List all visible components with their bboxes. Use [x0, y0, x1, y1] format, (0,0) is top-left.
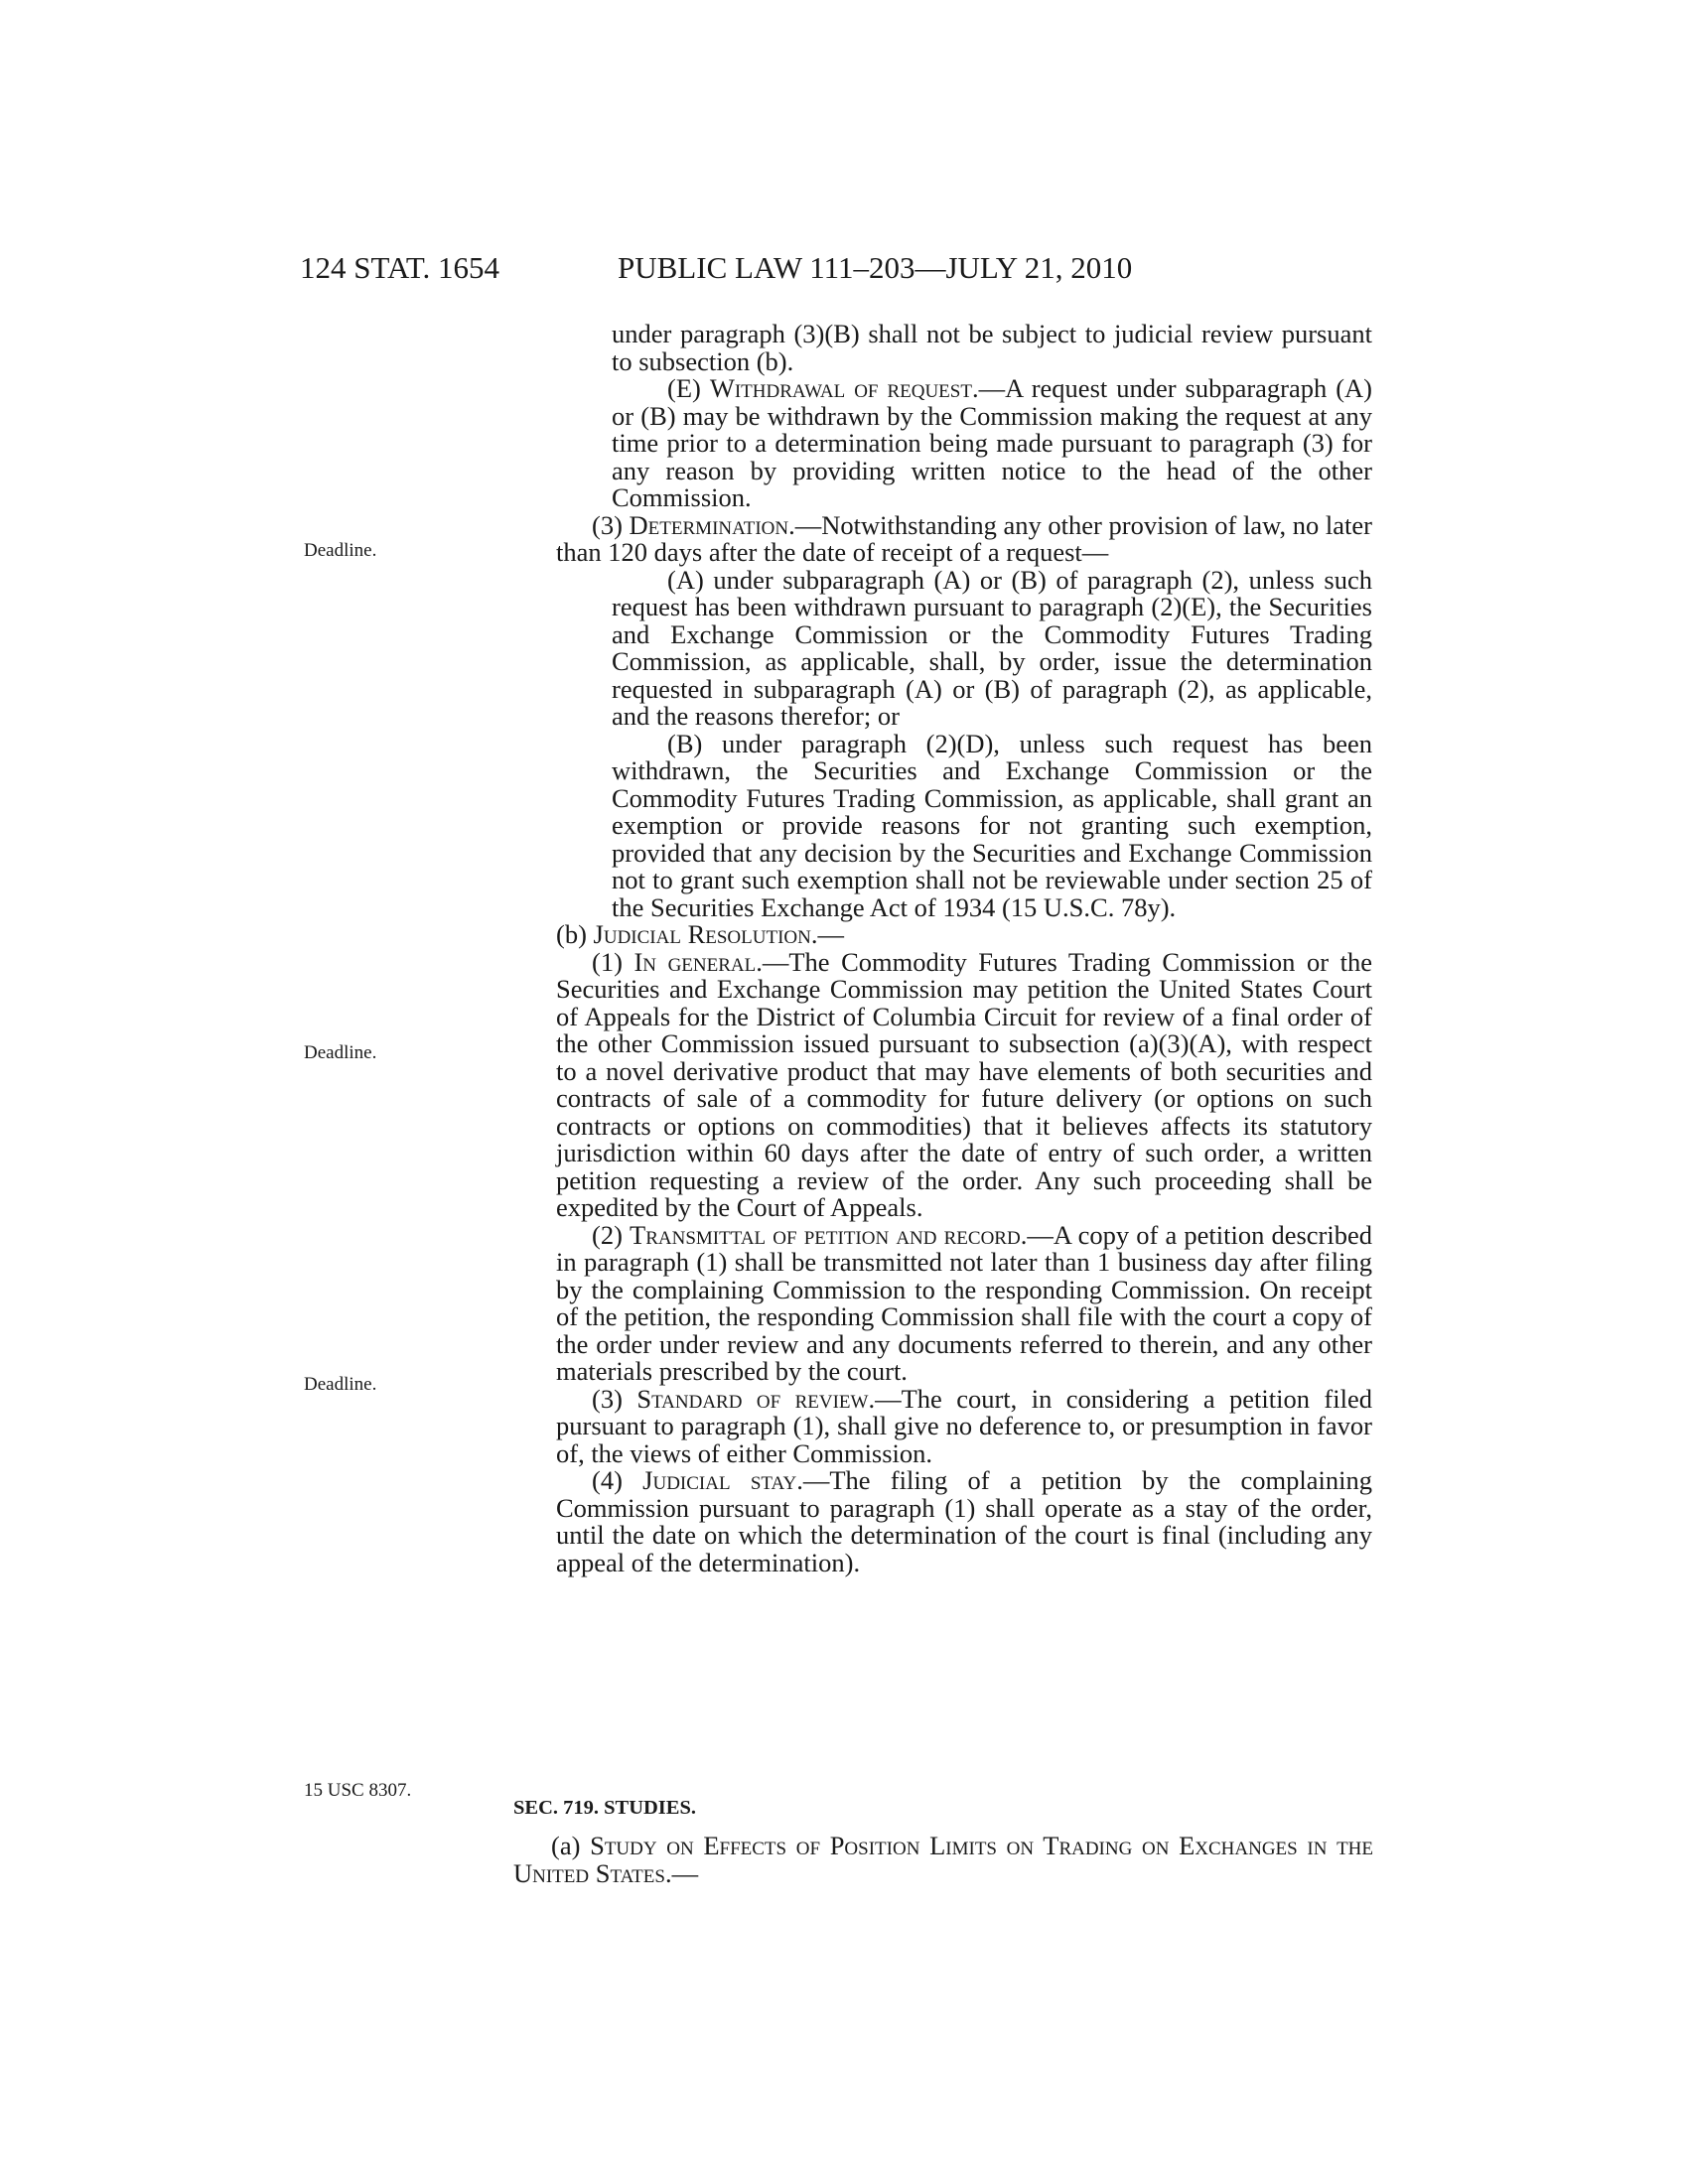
para-text: .—A copy of a petition described in paragraph (1) shall be transmitted not later than 1 business day after filing by the complaining Commission to the responding Commission. On receipt of the petition, the responding Commission shall file with the court a copy of the order under review and any documents referred to therein, and any other materials prescribed by the court. [556, 1219, 1372, 1386]
margin-note-deadline: Deadline. [304, 540, 377, 561]
para-label: (a) [551, 1831, 591, 1860]
para-label: (3) [592, 1383, 637, 1414]
para-text: .—The court, in considering a petition filed pursuant to paragraph (1), shall give no deference to, or presumption in favor of, the views of either Commission. [556, 1383, 1372, 1468]
para-label: (E) [667, 373, 710, 403]
para-heading: Standard of review [636, 1383, 869, 1414]
para-label: (3) [592, 509, 630, 540]
paragraph-withdrawal-of-request [556, 375, 1372, 512]
para-text: .—A request under subparagraph (A) or (B) may be withdrawn by the Commission making the request at any time prior to a determination being made pursuant to paragraph (3) for any reason by providing written notice to the head of the other Commission. [612, 373, 1373, 512]
section-body [513, 1833, 1373, 1887]
section-heading: SEC. 719. STUDIES. [513, 1797, 696, 1819]
subsection-judicial-resolution [556, 921, 1372, 949]
law-title: PUBLIC LAW 111–203—JULY 21, 2010 [618, 250, 1133, 285]
paragraph-determination [556, 509, 1372, 567]
para-text: .—The filing of a petition by the complaining Commission pursuant to paragraph (1) shall operate as a stay of the order, until the date on which the determination of the court is final (including any appeal of the determination). [556, 1465, 1372, 1577]
para-heading: Judicial Resolution [593, 919, 811, 949]
paragraph-transmittal [556, 1219, 1372, 1386]
paragraph-judicial-stay [556, 1467, 1372, 1576]
para-text: .— [810, 919, 844, 949]
statute-page-number: 124 STAT. 1654 [300, 250, 500, 285]
para-text: .— [664, 1857, 699, 1888]
para-heading: Transmittal of petition and record [630, 1219, 1021, 1250]
para-heading: Study on Effects of Position Limits on Trading on Exchanges in the United States [513, 1831, 1374, 1888]
para-label: (1) [592, 946, 634, 977]
subparagraph-a: (A) under subparagraph (A) or (B) of paragraph (2), unless such request has been withdrawn pursuant to paragraph (2)(E), the Securities and Exchange Commission or the Commodity Futures Trading Commission, as applicable, shall, by order, issue the determination requested in subparagraph (A) or (B) of paragraph (2), as applicable, and the reasons therefor; or [612, 564, 1372, 731]
margin-note-deadline: Deadline. [304, 1042, 377, 1063]
subsection-study [513, 1833, 1373, 1887]
page-header [300, 250, 1372, 290]
para-label: (b) [556, 919, 594, 949]
para-label: (4) [592, 1465, 643, 1495]
para-label: (2) [592, 1219, 631, 1250]
margin-note-usc: 15 USC 8307. [304, 1780, 412, 1801]
para-heading: Judicial stay [642, 1465, 797, 1495]
paragraph-continuation: under paragraph (3)(B) shall not be subject to judicial review pursuant to subsection (b). [612, 319, 1372, 376]
margin-note-deadline: Deadline. [304, 1374, 377, 1395]
para-text: .—The Commodity Futures Trading Commission or the Securities and Exchange Commission may petition the United States Court of Appeals for the District of Columbia Circuit for review of a final order of the other Commission issued pursuant to subsection (a)(3)(A), with respect to a novel derivative product that may have elements of both securities and contracts of sale of a commodity for future delivery (or options on such contracts or options on commodities) that it believes affects its statutory jurisdiction within 60 days after the date of entry of such order, a written petition requesting a review of the order. Any such proceeding shall be expedited by the Court of Appeals. [556, 946, 1372, 1222]
paragraph-standard-of-review [556, 1383, 1372, 1468]
law-body-text [556, 321, 1372, 1576]
subparagraph-b: (B) under paragraph (2)(D), unless such request has been withdrawn, the Securities and Exchange Commission or the Commodity Futures Trading Commission, as applicable, shall grant an exemption or provide reasons for not granting such exemption, provided that any decision by the Securities and Exchange Commission not to grant such exemption shall not be reviewable under section 25 of the Securities Exchange Act of 1934 (15 U.S.C. 78y). [612, 728, 1372, 922]
para-text: .—Notwithstanding any other provision of law, no later than 120 days after the date of receipt of a request— [556, 509, 1372, 567]
para-heading: Withdrawal of request [709, 373, 972, 403]
para-heading: In general [633, 946, 757, 977]
para-heading: Determination [629, 509, 789, 540]
paragraph-in-general [556, 946, 1372, 1222]
